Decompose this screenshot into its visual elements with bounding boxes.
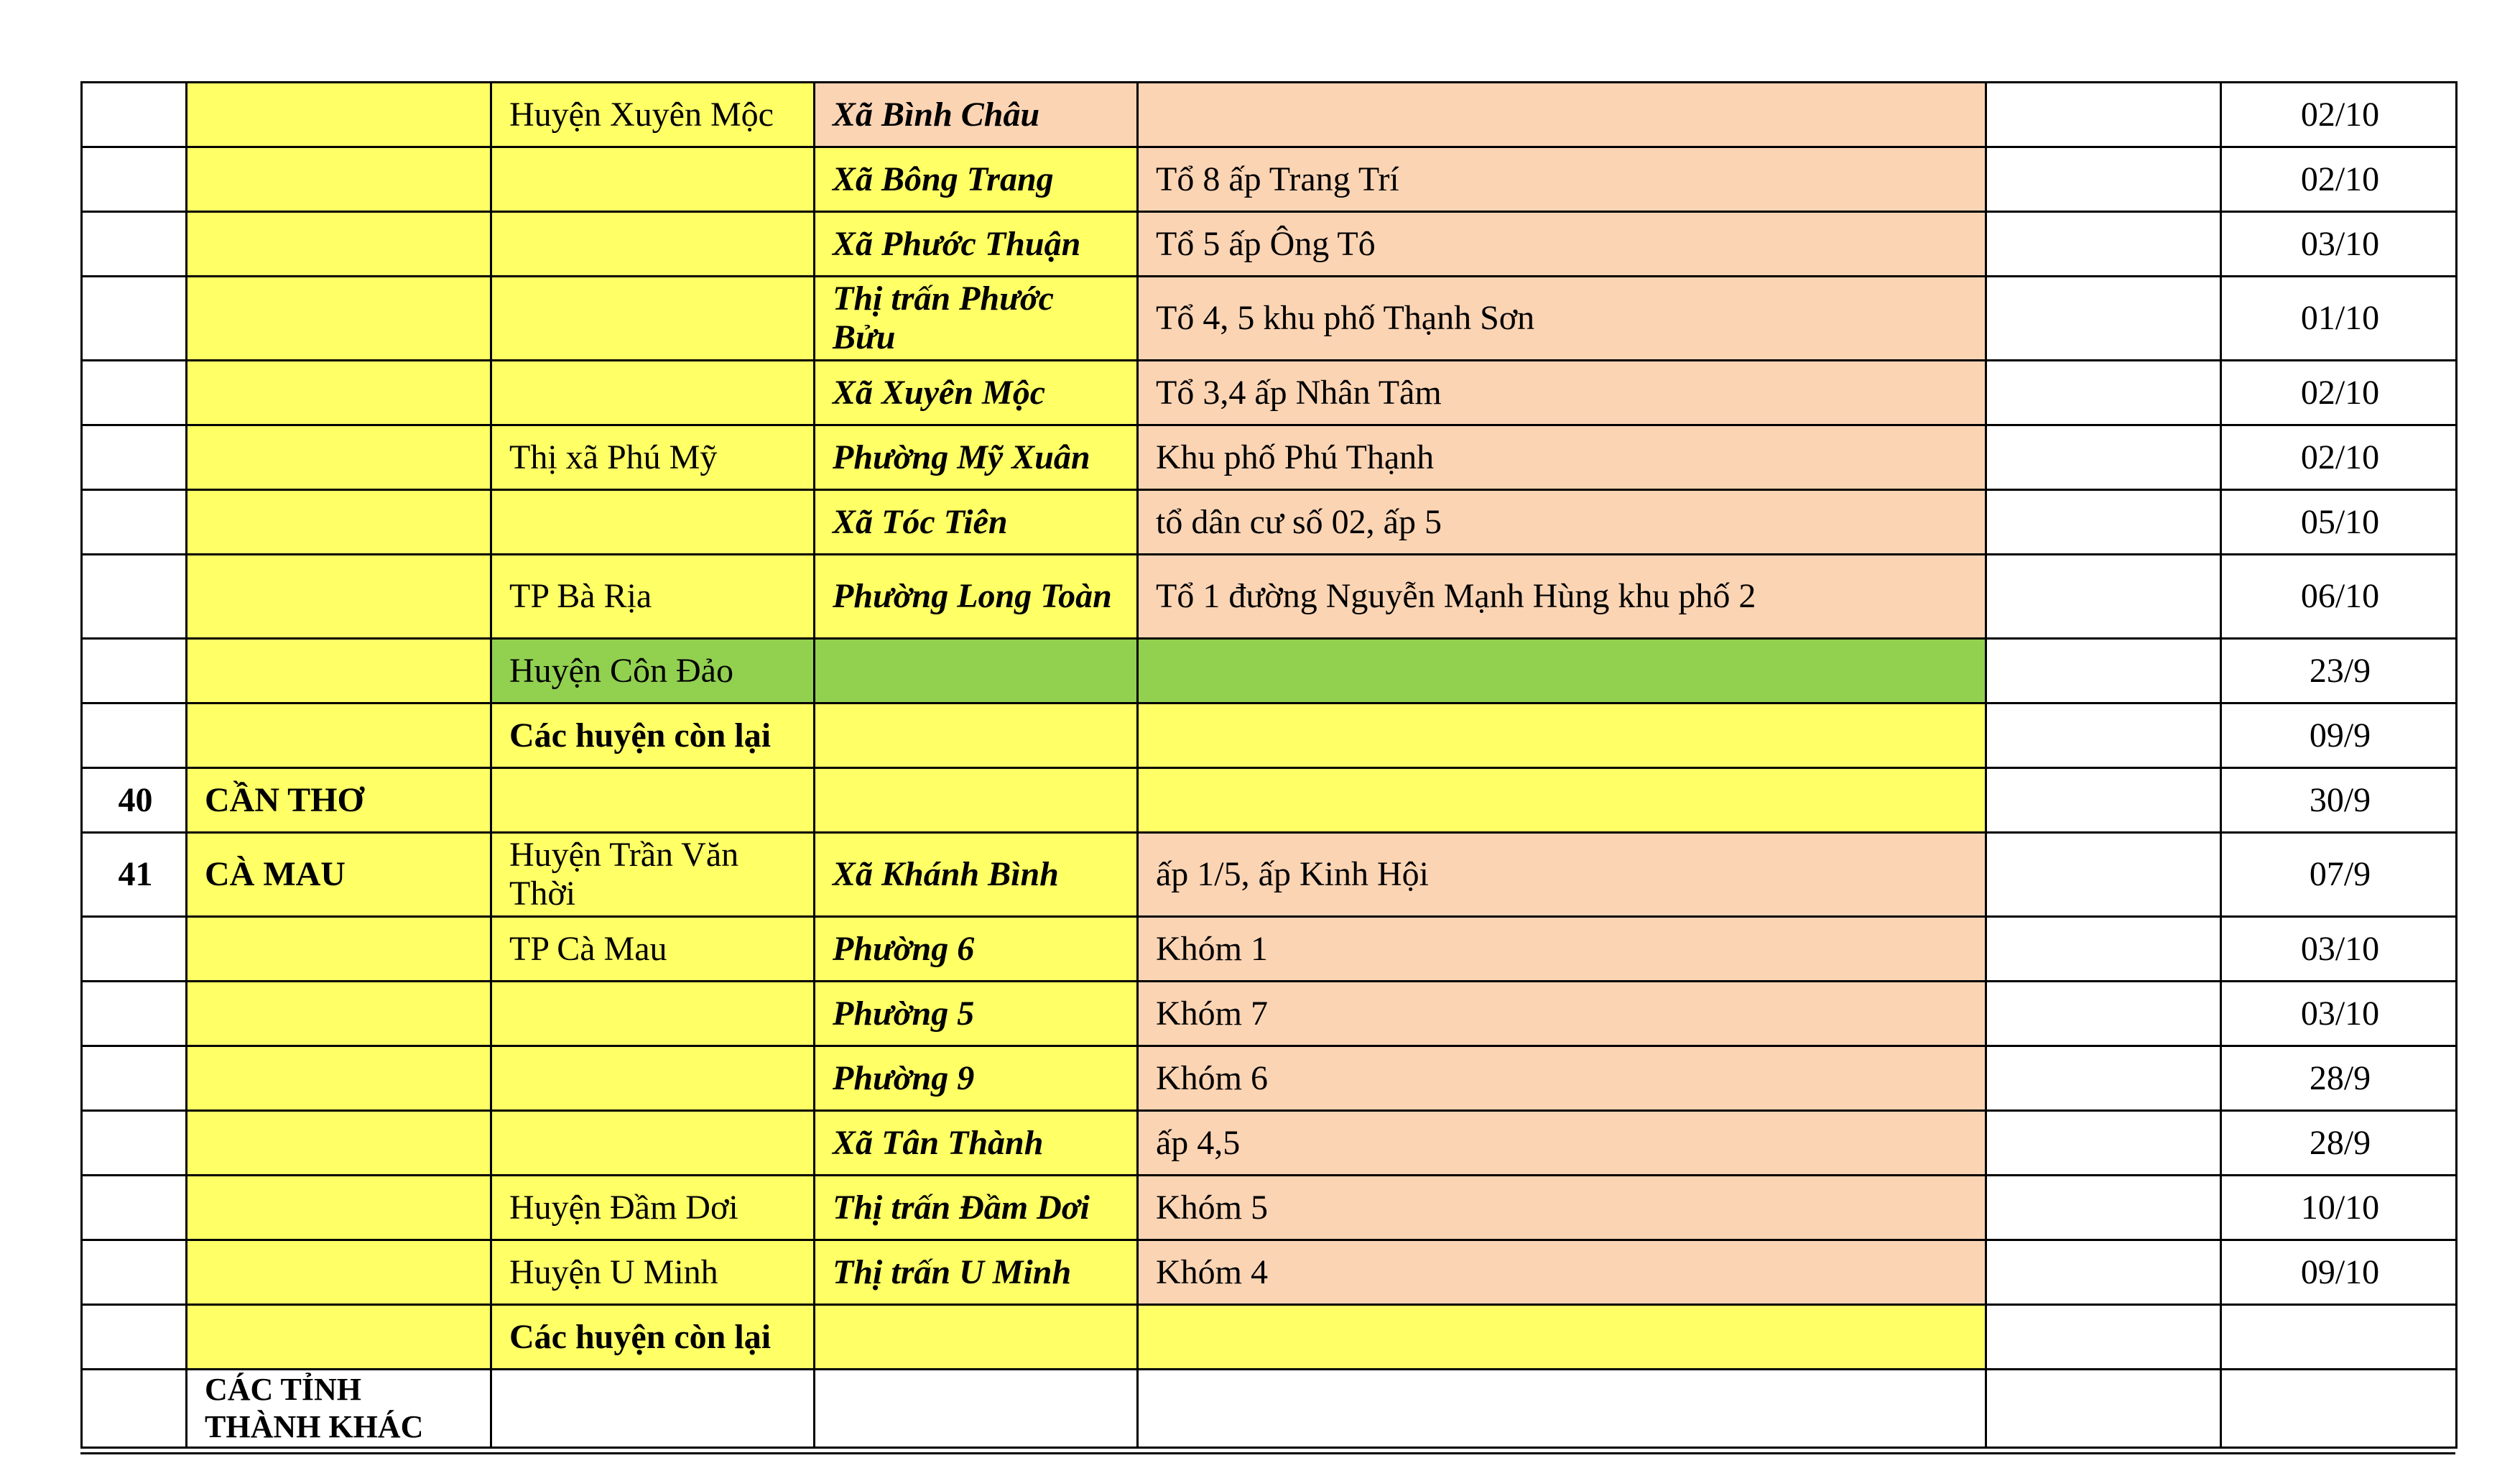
table-row — [82, 361, 2457, 425]
ward-cell — [815, 1305, 1138, 1370]
district-cell — [491, 277, 815, 361]
area-cell: Tổ 8 ấp Trang Trí — [1138, 147, 1986, 212]
table-row — [82, 917, 2457, 982]
table-row — [82, 1176, 2457, 1240]
row-number — [82, 1305, 187, 1370]
area-cell — [1138, 1305, 1986, 1370]
table-row — [82, 1305, 2457, 1370]
district-cell — [491, 768, 815, 833]
province-cell — [187, 147, 491, 212]
area-cell: Tổ 1 đường Nguyễn Mạnh Hùng khu phố 2 — [1138, 555, 1986, 639]
province-cell — [187, 425, 491, 490]
ward-cell: Xã Xuyên Mộc — [815, 361, 1138, 425]
area-cell: Khóm 4 — [1138, 1240, 1986, 1305]
extra-cell — [1986, 1111, 2221, 1176]
province-cell — [187, 555, 491, 639]
province-cell — [187, 1176, 491, 1240]
row-number — [82, 1370, 187, 1448]
extra-cell — [1986, 555, 2221, 639]
extra-cell — [1986, 639, 2221, 703]
province-cell — [187, 982, 491, 1046]
district-cell — [491, 212, 815, 277]
date-cell: 06/10 — [2221, 555, 2457, 639]
row-number — [82, 639, 187, 703]
table-row — [82, 982, 2457, 1046]
ward-cell: Xã Khánh Bình — [815, 833, 1138, 917]
district-cell — [491, 361, 815, 425]
bottom-rule — [80, 1452, 2455, 1454]
province-cell: CẦN THƠ — [187, 768, 491, 833]
table-row — [82, 425, 2457, 490]
ward-cell: Xã Bình Châu — [815, 83, 1138, 147]
date-cell: 10/10 — [2221, 1176, 2457, 1240]
ward-cell: Phường Long Toàn — [815, 555, 1138, 639]
row-number — [82, 83, 187, 147]
area-cell — [1138, 1370, 1986, 1448]
area-cell: tổ dân cư số 02, ấp 5 — [1138, 490, 1986, 555]
district-cell: Các huyện còn lại — [491, 703, 815, 768]
extra-cell — [1986, 1305, 2221, 1370]
province-cell: CÀ MAU — [187, 833, 491, 917]
ward-cell: Xã Tóc Tiên — [815, 490, 1138, 555]
district-cell — [491, 982, 815, 1046]
extra-cell — [1986, 1176, 2221, 1240]
ward-cell: Xã Bông Trang — [815, 147, 1138, 212]
date-cell: 03/10 — [2221, 982, 2457, 1046]
area-cell: Tổ 4, 5 khu phố Thạnh Sơn — [1138, 277, 1986, 361]
ward-cell: Xã Tân Thành — [815, 1111, 1138, 1176]
table-row — [82, 833, 2457, 917]
table-row — [82, 555, 2457, 639]
row-number — [82, 1046, 187, 1111]
table-row — [82, 147, 2457, 212]
district-cell — [491, 147, 815, 212]
date-cell: 02/10 — [2221, 83, 2457, 147]
district-cell: Huyện Đầm Dơi — [491, 1176, 815, 1240]
extra-cell — [1986, 768, 2221, 833]
date-cell: 09/10 — [2221, 1240, 2457, 1305]
ward-cell: Thị trấn Phước Bửu — [815, 277, 1138, 361]
date-cell: 02/10 — [2221, 361, 2457, 425]
ward-cell: Thị trấn Đầm Dơi — [815, 1176, 1138, 1240]
ward-cell: Phường Mỹ Xuân — [815, 425, 1138, 490]
row-number — [82, 1176, 187, 1240]
date-cell: 03/10 — [2221, 917, 2457, 982]
extra-cell — [1986, 277, 2221, 361]
ward-cell: Xã Phước Thuận — [815, 212, 1138, 277]
date-cell: 07/9 — [2221, 833, 2457, 917]
date-cell: 01/10 — [2221, 277, 2457, 361]
extra-cell — [1986, 212, 2221, 277]
district-cell: Huyện U Minh — [491, 1240, 815, 1305]
extra-cell — [1986, 982, 2221, 1046]
row-number — [82, 1240, 187, 1305]
row-number — [82, 147, 187, 212]
extra-cell — [1986, 490, 2221, 555]
table-row — [82, 703, 2457, 768]
date-cell: 28/9 — [2221, 1111, 2457, 1176]
province-cell — [187, 917, 491, 982]
province-cell — [187, 1240, 491, 1305]
province-cell — [187, 1046, 491, 1111]
extra-cell — [1986, 147, 2221, 212]
row-number — [82, 425, 187, 490]
province-cell — [187, 212, 491, 277]
district-cell — [491, 1370, 815, 1448]
table-row — [82, 1370, 2457, 1448]
date-cell: 02/10 — [2221, 147, 2457, 212]
ward-cell: Phường 6 — [815, 917, 1138, 982]
area-cell: Khóm 6 — [1138, 1046, 1986, 1111]
extra-cell — [1986, 1240, 2221, 1305]
date-cell: 09/9 — [2221, 703, 2457, 768]
province-cell — [187, 1305, 491, 1370]
province-cell — [187, 703, 491, 768]
table-row — [82, 639, 2457, 703]
table-row — [82, 1046, 2457, 1111]
area-cell: Khóm 1 — [1138, 917, 1986, 982]
district-cell: TP Bà Rịa — [491, 555, 815, 639]
district-cell — [491, 1111, 815, 1176]
row-number: 40 — [82, 768, 187, 833]
table-row — [82, 490, 2457, 555]
extra-cell — [1986, 703, 2221, 768]
province-cell: CÁC TỈNH THÀNH KHÁC — [187, 1370, 491, 1448]
table-row — [82, 1111, 2457, 1176]
province-cell — [187, 83, 491, 147]
district-cell — [491, 490, 815, 555]
table-row — [82, 277, 2457, 361]
area-cell — [1138, 768, 1986, 833]
row-number: 41 — [82, 833, 187, 917]
province-cell — [187, 277, 491, 361]
district-cell: Huyện Trần Văn Thời — [491, 833, 815, 917]
area-cell: Khóm 7 — [1138, 982, 1986, 1046]
province-cell — [187, 1111, 491, 1176]
row-number — [82, 1111, 187, 1176]
table-row — [82, 1240, 2457, 1305]
area-cell — [1138, 703, 1986, 768]
province-cell — [187, 490, 491, 555]
district-cell: Huyện Côn Đảo — [491, 639, 815, 703]
date-cell: 02/10 — [2221, 425, 2457, 490]
table-row — [82, 83, 2457, 147]
ward-cell: Thị trấn U Minh — [815, 1240, 1138, 1305]
extra-cell — [1986, 917, 2221, 982]
date-cell: 28/9 — [2221, 1046, 2457, 1111]
row-number — [82, 555, 187, 639]
extra-cell — [1986, 425, 2221, 490]
district-cell: Thị xã Phú Mỹ — [491, 425, 815, 490]
row-number — [82, 361, 187, 425]
district-cell — [491, 1046, 815, 1111]
province-cell — [187, 639, 491, 703]
ward-cell — [815, 703, 1138, 768]
extra-cell — [1986, 833, 2221, 917]
district-cell: Các huyện còn lại — [491, 1305, 815, 1370]
date-cell: 05/10 — [2221, 490, 2457, 555]
district-cell: Huyện Xuyên Mộc — [491, 83, 815, 147]
area-cell: ấp 4,5 — [1138, 1111, 1986, 1176]
extra-cell — [1986, 83, 2221, 147]
area-cell — [1138, 639, 1986, 703]
table-row — [82, 212, 2457, 277]
ward-cell — [815, 1370, 1138, 1448]
area-cell: ấp 1/5, ấp Kinh Hội — [1138, 833, 1986, 917]
district-cell: TP Cà Mau — [491, 917, 815, 982]
row-number — [82, 982, 187, 1046]
ward-cell — [815, 768, 1138, 833]
date-cell: 23/9 — [2221, 639, 2457, 703]
extra-cell — [1986, 1046, 2221, 1111]
area-cell: Khu phố Phú Thạnh — [1138, 425, 1986, 490]
extra-cell — [1986, 361, 2221, 425]
row-number — [82, 490, 187, 555]
area-cell: Tổ 5 ấp Ông Tô — [1138, 212, 1986, 277]
date-cell — [2221, 1305, 2457, 1370]
extra-cell — [1986, 1370, 2221, 1448]
row-number — [82, 917, 187, 982]
province-cell — [187, 361, 491, 425]
area-cell: Khóm 5 — [1138, 1176, 1986, 1240]
row-number — [82, 277, 187, 361]
date-cell: 03/10 — [2221, 212, 2457, 277]
ward-cell: Phường 9 — [815, 1046, 1138, 1111]
outbreak-table — [80, 81, 2458, 1449]
ward-cell — [815, 639, 1138, 703]
area-cell — [1138, 83, 1986, 147]
area-cell: Tổ 3,4 ấp Nhân Tâm — [1138, 361, 1986, 425]
date-cell: 30/9 — [2221, 768, 2457, 833]
table-row — [82, 768, 2457, 833]
row-number — [82, 703, 187, 768]
ward-cell: Phường 5 — [815, 982, 1138, 1046]
date-cell — [2221, 1370, 2457, 1448]
row-number — [82, 212, 187, 277]
